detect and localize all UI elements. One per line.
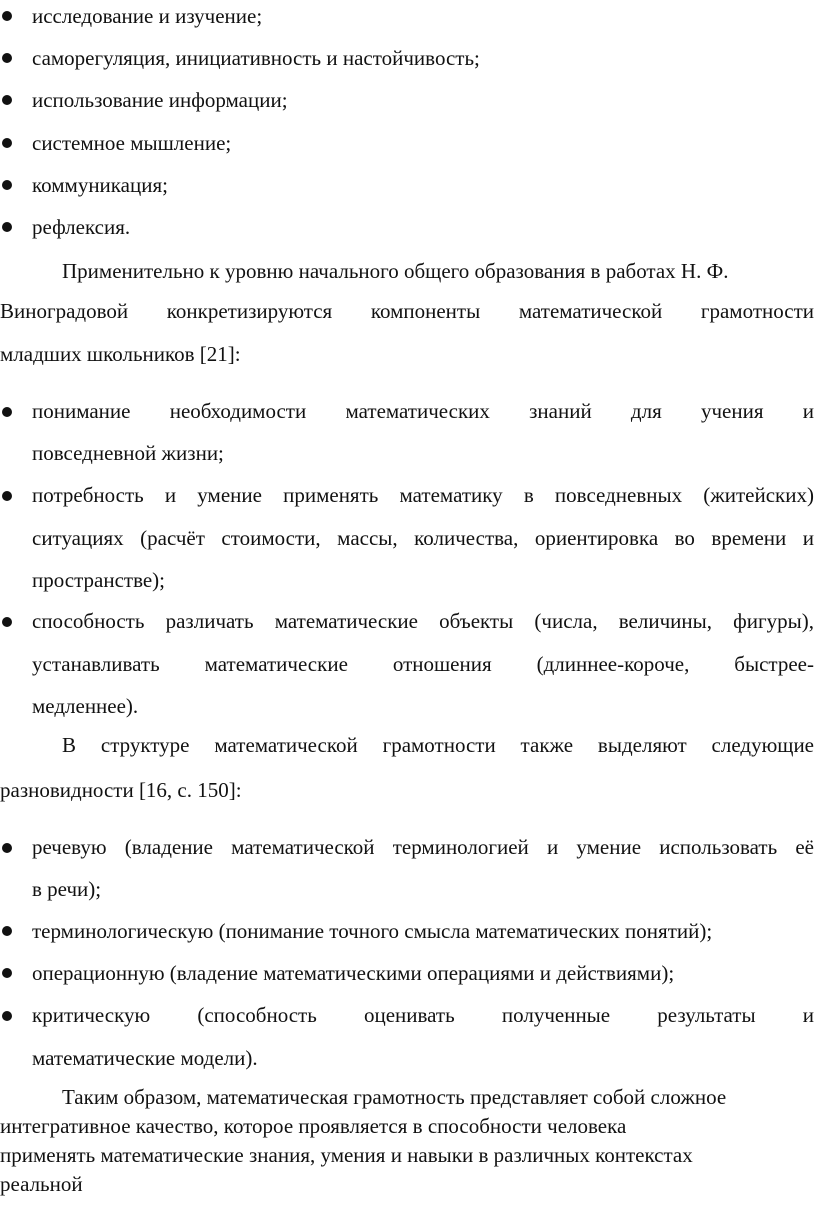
list-item: операционную (владение математическими операциями и действиями); — [32, 961, 675, 985]
bullet-icon — [2, 222, 12, 232]
bullet-icon — [2, 968, 12, 978]
bullet-icon — [2, 843, 12, 853]
bullet-icon — [2, 53, 12, 63]
list-item: рефлексия. — [32, 215, 131, 239]
list-item: исследование и изучение; — [32, 4, 263, 28]
list-item: понимание необходимости математических знаний для учения и — [32, 399, 814, 423]
bullet-icon — [2, 95, 12, 105]
list-item: речевую (владение математической терминологией и умение использовать её — [32, 835, 814, 859]
list-item-continuation: повседневной жизни; — [32, 441, 224, 465]
paragraph-line: применять математические знания, умения и навыки в различных контекстах — [0, 1143, 693, 1167]
bullet-icon — [2, 407, 12, 417]
list-item: терминологическую (понимание точного смысла математических понятий); — [32, 919, 713, 943]
list-item-continuation: пространстве); — [32, 568, 166, 592]
bullet-icon — [2, 1011, 12, 1021]
paragraph-line: реальной — [0, 1172, 83, 1196]
paragraph-line: Виноградовой конкретизируются компоненты математической грамотности — [0, 299, 814, 323]
list-item: коммуникация; — [32, 173, 168, 197]
list-item: системное мышление; — [32, 131, 232, 155]
paragraph-line: В структуре математической грамотности также выделяют следующие — [62, 733, 814, 757]
bullet-icon — [2, 11, 12, 21]
bullet-icon — [2, 926, 12, 936]
list-item: саморегуляция, инициативность и настойчивость; — [32, 46, 480, 70]
paragraph-line: интегративное качество, которое проявляется в способности человека — [0, 1114, 627, 1138]
bullet-icon — [2, 138, 12, 148]
paragraph-line: Таким образом, математическая грамотность представляет собой сложное — [62, 1085, 727, 1109]
list-item-continuation: медленнее). — [32, 694, 139, 718]
list-item-continuation: ситуациях (расчёт стоимости, массы, количества, ориентировка во времени и — [32, 526, 814, 550]
list-item: критическую (способность оценивать полученные результаты и — [32, 1003, 814, 1027]
paragraph-line: разновидности [16, с. 150]: — [0, 778, 242, 802]
bullet-icon — [2, 617, 12, 627]
paragraph-line: младших школьников [21]: — [0, 342, 241, 366]
list-item: способность различать математические объекты (числа, величины, фигуры), — [32, 609, 814, 633]
bullet-icon — [2, 491, 12, 501]
list-item: использование информации; — [32, 88, 288, 112]
list-item-continuation: устанавливать математические отношения (длиннее-короче, быстрее- — [32, 652, 814, 676]
bullet-icon — [2, 180, 12, 190]
list-item-continuation: в речи); — [32, 877, 102, 901]
list-item-continuation: математические модели). — [32, 1046, 258, 1070]
list-item: потребность и умение применять математику в повседневных (житейских) — [32, 483, 814, 507]
paragraph-line: Применительно к уровню начального общего образования в работах Н. Ф. — [62, 259, 729, 283]
